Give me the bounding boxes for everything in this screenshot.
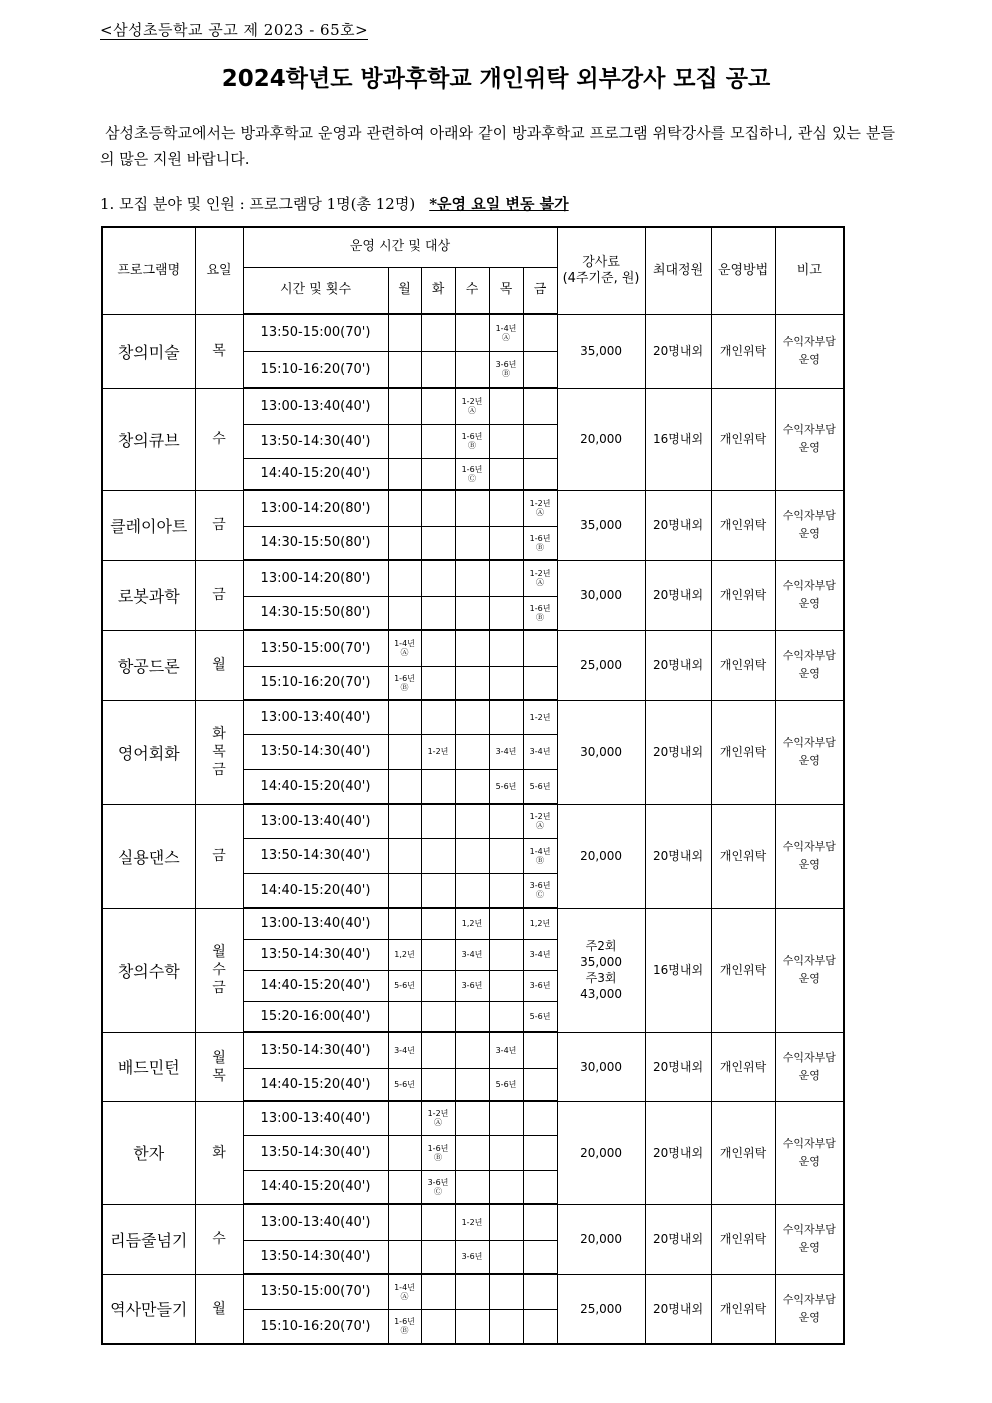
cell-wed [455,1001,489,1032]
cell-wed [455,1135,489,1170]
session-time: 14:40-15:20(40') [243,769,388,804]
session-time: 13:50-14:30(40') [243,1032,388,1068]
program-capacity: 20명내외 [645,560,711,630]
header-mon: 월 [388,267,421,314]
cell-wed [455,1274,489,1309]
section-warning: *운영 요일 변동 불가 [429,195,569,213]
program-name: 한자 [102,1101,195,1204]
cell-tue [421,490,455,526]
cell-fri [523,1032,557,1068]
cell-fri [523,424,557,458]
cell-fri: 1-2년 [523,700,557,734]
cell-mon: 5-6년 [388,970,421,1001]
header-method: 운영방법 [711,227,775,314]
cell-mon [388,526,421,560]
cell-wed [455,838,489,873]
cell-wed [455,1101,489,1135]
cell-wed [455,630,489,666]
cell-tue [421,1001,455,1032]
cell-thu: 5-6년 [489,769,523,804]
program-name: 로봇과학 [102,560,195,630]
header-note: 비고 [775,227,844,314]
program-capacity: 16명내외 [645,388,711,490]
cell-wed: 1,2년 [455,908,489,939]
cell-thu [489,1274,523,1309]
cell-tue [421,1032,455,1068]
program-name: 창의수학 [102,908,195,1032]
program-fee: 20,000 [557,388,645,490]
program-capacity: 20명내외 [645,700,711,804]
cell-mon [388,1101,421,1135]
session-time: 14:30-15:50(80') [243,596,388,630]
cell-mon [388,838,421,873]
session-time: 13:00-13:40(40') [243,1101,388,1135]
program-day: 수 [195,1204,243,1274]
program-note: 수익자부담 운영 [775,1274,844,1344]
cell-thu [489,804,523,838]
table-row [102,1274,844,1309]
table-row [102,630,844,666]
cell-tue [421,388,455,424]
program-method: 개인위탁 [711,1032,775,1101]
program-method: 개인위탁 [711,388,775,490]
table-row [102,314,844,351]
session-time: 13:00-14:20(80') [243,490,388,526]
cell-thu [489,939,523,970]
cell-wed: 3-6년 [455,970,489,1001]
cell-thu: 3-6년 Ⓑ [489,351,523,388]
cell-thu [489,908,523,939]
program-day: 월 수 금 [195,908,243,1032]
cell-mon [388,908,421,939]
cell-tue [421,526,455,560]
session-time: 14:40-15:20(40') [243,873,388,908]
cell-fri [523,1135,557,1170]
cell-tue [421,970,455,1001]
program-name: 리듬줄넘기 [102,1204,195,1274]
cell-fri: 3-4년 [523,939,557,970]
header-day: 요일 [195,227,243,314]
program-fee: 35,000 [557,490,645,560]
cell-fri: 5-6년 [523,1001,557,1032]
cell-fri [523,1204,557,1240]
cell-fri: 3-4년 [523,734,557,769]
session-time: 15:10-16:20(70') [243,666,388,700]
header-schedule-group: 운영 시간 및 대상 [243,227,557,267]
cell-thu [489,1170,523,1204]
cell-mon [388,458,421,490]
cell-mon [388,424,421,458]
session-time: 15:10-16:20(70') [243,351,388,388]
cell-wed [455,596,489,630]
table-body [102,314,844,1344]
cell-wed [455,1068,489,1101]
program-note: 수익자부담 운영 [775,700,844,804]
cell-mon [388,596,421,630]
cell-wed [455,769,489,804]
cell-wed [455,1170,489,1204]
cell-mon [388,1204,421,1240]
table-row [102,490,844,526]
session-time: 13:00-13:40(40') [243,388,388,424]
intro-paragraph [100,120,895,172]
program-capacity: 20명내외 [645,490,711,560]
cell-wed [455,1032,489,1068]
session-time: 13:50-15:00(70') [243,630,388,666]
cell-wed [455,351,489,388]
session-time: 15:20-16:00(40') [243,1001,388,1032]
session-time: 13:50-14:30(40') [243,734,388,769]
cell-tue [421,700,455,734]
table-row [102,1032,844,1068]
program-method: 개인위탁 [711,1204,775,1274]
session-time: 13:00-13:40(40') [243,700,388,734]
cell-thu [489,1240,523,1274]
cell-tue [421,1309,455,1344]
session-time: 13:50-15:00(70') [243,314,388,351]
program-day: 월 목 [195,1032,243,1101]
cell-wed [455,1309,489,1344]
cell-thu [489,526,523,560]
cell-fri: 3-6년 [523,970,557,1001]
cell-thu [489,630,523,666]
program-capacity: 20명내외 [645,1204,711,1274]
cell-mon [388,1001,421,1032]
program-capacity: 20명내외 [645,1032,711,1101]
program-method: 개인위탁 [711,804,775,908]
header-time: 시간 및 횟수 [243,267,388,314]
cell-thu [489,838,523,873]
cell-mon [388,490,421,526]
cell-mon [388,804,421,838]
cell-wed [455,490,489,526]
cell-tue [421,1204,455,1240]
cell-tue: 1-6년 Ⓑ [421,1135,455,1170]
cell-mon [388,1135,421,1170]
cell-thu [489,424,523,458]
cell-tue [421,596,455,630]
header-thu: 목 [489,267,523,314]
table-row [102,388,844,424]
program-method: 개인위탁 [711,560,775,630]
session-time: 14:40-15:20(40') [243,970,388,1001]
program-capacity: 20명내외 [645,804,711,908]
cell-thu: 5-6년 [489,1068,523,1101]
cell-fri: 5-6년 [523,769,557,804]
header-capacity: 최대정원 [645,227,711,314]
cell-tue [421,560,455,596]
program-day: 수 [195,388,243,490]
program-fee: 30,000 [557,560,645,630]
header-fri: 금 [523,267,557,314]
cell-tue [421,1240,455,1274]
cell-wed [455,873,489,908]
program-note: 수익자부담 운영 [775,908,844,1032]
program-fee: 25,000 [557,630,645,700]
cell-mon [388,769,421,804]
cell-wed [455,666,489,700]
cell-thu [489,560,523,596]
cell-mon [388,1170,421,1204]
program-fee: 25,000 [557,1274,645,1344]
program-day: 화 목 금 [195,700,243,804]
program-note: 수익자부담 운영 [775,314,844,388]
program-note: 수익자부담 운영 [775,1101,844,1204]
cell-tue [421,630,455,666]
cell-wed [455,560,489,596]
table-row [102,804,844,838]
cell-fri: 1,2년 [523,908,557,939]
program-method: 개인위탁 [711,1101,775,1204]
cell-wed: 1-6년 Ⓑ [455,424,489,458]
program-capacity: 20명내외 [645,1101,711,1204]
cell-wed [455,526,489,560]
program-day: 금 [195,804,243,908]
table-row [102,908,844,939]
program-day: 금 [195,560,243,630]
cell-wed [455,314,489,351]
cell-mon: 1-6년 Ⓑ [388,1309,421,1344]
program-day: 목 [195,314,243,388]
cell-mon: 1-4년 Ⓐ [388,1274,421,1309]
cell-fri [523,1240,557,1274]
header-fee: 강사료 (4주기준, 원) [557,227,645,314]
cell-tue [421,424,455,458]
program-name: 역사만들기 [102,1274,195,1344]
header-tue: 화 [421,267,455,314]
cell-fri [523,1068,557,1101]
session-time: 13:50-14:30(40') [243,424,388,458]
session-time: 13:00-13:40(40') [243,804,388,838]
cell-fri: 3-6년 Ⓒ [523,873,557,908]
program-method: 개인위탁 [711,908,775,1032]
cell-thu [489,1135,523,1170]
cell-fri [523,388,557,424]
cell-fri: 1-2년 Ⓐ [523,560,557,596]
program-capacity: 20명내외 [645,1274,711,1344]
cell-tue [421,804,455,838]
cell-wed: 1-6년 Ⓒ [455,458,489,490]
cell-wed [455,804,489,838]
cell-thu [489,388,523,424]
program-name: 배드민턴 [102,1032,195,1101]
table-row [102,1204,844,1240]
session-time: 13:50-15:00(70') [243,1274,388,1309]
cell-fri [523,458,557,490]
cell-wed: 3-4년 [455,939,489,970]
cell-fri [523,1101,557,1135]
cell-thu [489,873,523,908]
session-time: 14:40-15:20(40') [243,1068,388,1101]
cell-mon [388,314,421,351]
schedule-table [101,226,845,1345]
program-name: 창의큐브 [102,388,195,490]
cell-wed: 3-6년 [455,1240,489,1274]
table-row [102,1101,844,1135]
program-method: 개인위탁 [711,630,775,700]
cell-thu: 3-4년 [489,1032,523,1068]
cell-fri [523,351,557,388]
program-capacity: 16명내외 [645,908,711,1032]
session-time: 14:40-15:20(40') [243,458,388,490]
program-name: 클레이아트 [102,490,195,560]
session-time: 13:50-14:30(40') [243,939,388,970]
table-row [102,700,844,734]
cell-fri: 1-2년 Ⓐ [523,490,557,526]
cell-tue: 1-2년 Ⓐ [421,1101,455,1135]
program-method: 개인위탁 [711,700,775,804]
program-capacity: 20명내외 [645,314,711,388]
intro-text: 삼성초등학교에서는 방과후학교 운영과 관련하여 아래와 같이 방과후학교 프로그램 위탁강사를 모집하니, 관심 있는 분들의 많은 지원 바랍니다. [100,124,895,168]
program-note: 수익자부담 운영 [775,490,844,560]
cell-wed: 1-2년 [455,1204,489,1240]
cell-thu [489,1001,523,1032]
session-time: 13:00-13:40(40') [243,1204,388,1240]
cell-tue [421,769,455,804]
cell-thu [489,666,523,700]
cell-wed [455,734,489,769]
cell-fri [523,1170,557,1204]
program-note: 수익자부담 운영 [775,630,844,700]
section-label: 1. 모집 분야 및 인원 : 프로그램당 1명(총 12명) [100,195,416,213]
cell-mon [388,873,421,908]
cell-mon: 1-4년 Ⓐ [388,630,421,666]
cell-tue [421,908,455,939]
session-time: 14:40-15:20(40') [243,1170,388,1204]
cell-mon: 5-6년 [388,1068,421,1101]
program-fee: 35,000 [557,314,645,388]
program-note: 수익자부담 운영 [775,560,844,630]
cell-mon [388,734,421,769]
page-title: 2024학년도 방과후학교 개인위탁 외부강사 모집 공고 [221,66,771,92]
section-recruitment [100,193,569,214]
session-time: 13:50-14:30(40') [243,838,388,873]
cell-tue [421,1274,455,1309]
session-time: 13:00-13:40(40') [243,908,388,939]
program-fee: 20,000 [557,1204,645,1274]
cell-mon [388,351,421,388]
program-name: 영어회화 [102,700,195,804]
program-capacity: 20명내외 [645,630,711,700]
cell-fri: 1-4년 Ⓑ [523,838,557,873]
cell-thu: 3-4년 [489,734,523,769]
cell-tue [421,873,455,908]
cell-fri [523,666,557,700]
program-fee: 20,000 [557,804,645,908]
cell-mon [388,560,421,596]
cell-thu [489,700,523,734]
cell-wed [455,700,489,734]
cell-mon: 1,2년 [388,939,421,970]
cell-thu [489,970,523,1001]
program-day: 월 [195,1274,243,1344]
program-note: 수익자부담 운영 [775,388,844,490]
cell-thu [489,596,523,630]
header-program: 프로그램명 [102,227,195,314]
cell-fri: 1-6년 Ⓑ [523,596,557,630]
program-day: 금 [195,490,243,560]
cell-fri: 1-2년 Ⓐ [523,804,557,838]
cell-tue [421,939,455,970]
cell-fri [523,1309,557,1344]
program-method: 개인위탁 [711,1274,775,1344]
cell-thu: 1-4년 Ⓐ [489,314,523,351]
cell-thu [489,1101,523,1135]
cell-mon [388,388,421,424]
cell-tue [421,1068,455,1101]
table-row [102,560,844,596]
table-header [102,227,844,314]
cell-mon [388,1240,421,1274]
cell-fri [523,1274,557,1309]
cell-thu [489,458,523,490]
program-note: 수익자부담 운영 [775,804,844,908]
program-method: 개인위탁 [711,314,775,388]
cell-thu [489,490,523,526]
cell-tue [421,838,455,873]
cell-mon: 3-4년 [388,1032,421,1068]
cell-mon: 1-6년 Ⓑ [388,666,421,700]
cell-fri: 1-6년 Ⓑ [523,526,557,560]
cell-tue [421,351,455,388]
program-fee: 20,000 [557,1101,645,1204]
program-name: 항공드론 [102,630,195,700]
cell-tue [421,314,455,351]
program-note: 수익자부담 운영 [775,1032,844,1101]
cell-tue: 1-2년 [421,734,455,769]
program-method: 개인위탁 [711,490,775,560]
program-name: 실용댄스 [102,804,195,908]
cell-thu [489,1204,523,1240]
program-fee: 주2회 35,000 주3회 43,000 [557,908,645,1032]
cell-tue [421,458,455,490]
program-note: 수익자부담 운영 [775,1204,844,1274]
cell-tue [421,666,455,700]
cell-tue: 3-6년 Ⓒ [421,1170,455,1204]
cell-mon [388,700,421,734]
session-time: 13:50-14:30(40') [243,1240,388,1274]
cell-fri [523,630,557,666]
cell-wed: 1-2년 Ⓐ [455,388,489,424]
header-wed: 수 [455,267,489,314]
cell-fri [523,314,557,351]
program-day: 월 [195,630,243,700]
session-time: 15:10-16:20(70') [243,1309,388,1344]
session-time: 14:30-15:50(80') [243,526,388,560]
session-time: 13:00-14:20(80') [243,560,388,596]
notice-number: <삼성초등학교 공고 제 2023 - 65호> [100,21,369,39]
program-fee: 30,000 [557,1032,645,1101]
program-fee: 30,000 [557,700,645,804]
program-name: 창의미술 [102,314,195,388]
cell-thu [489,1309,523,1344]
program-day: 화 [195,1101,243,1204]
session-time: 13:50-14:30(40') [243,1135,388,1170]
